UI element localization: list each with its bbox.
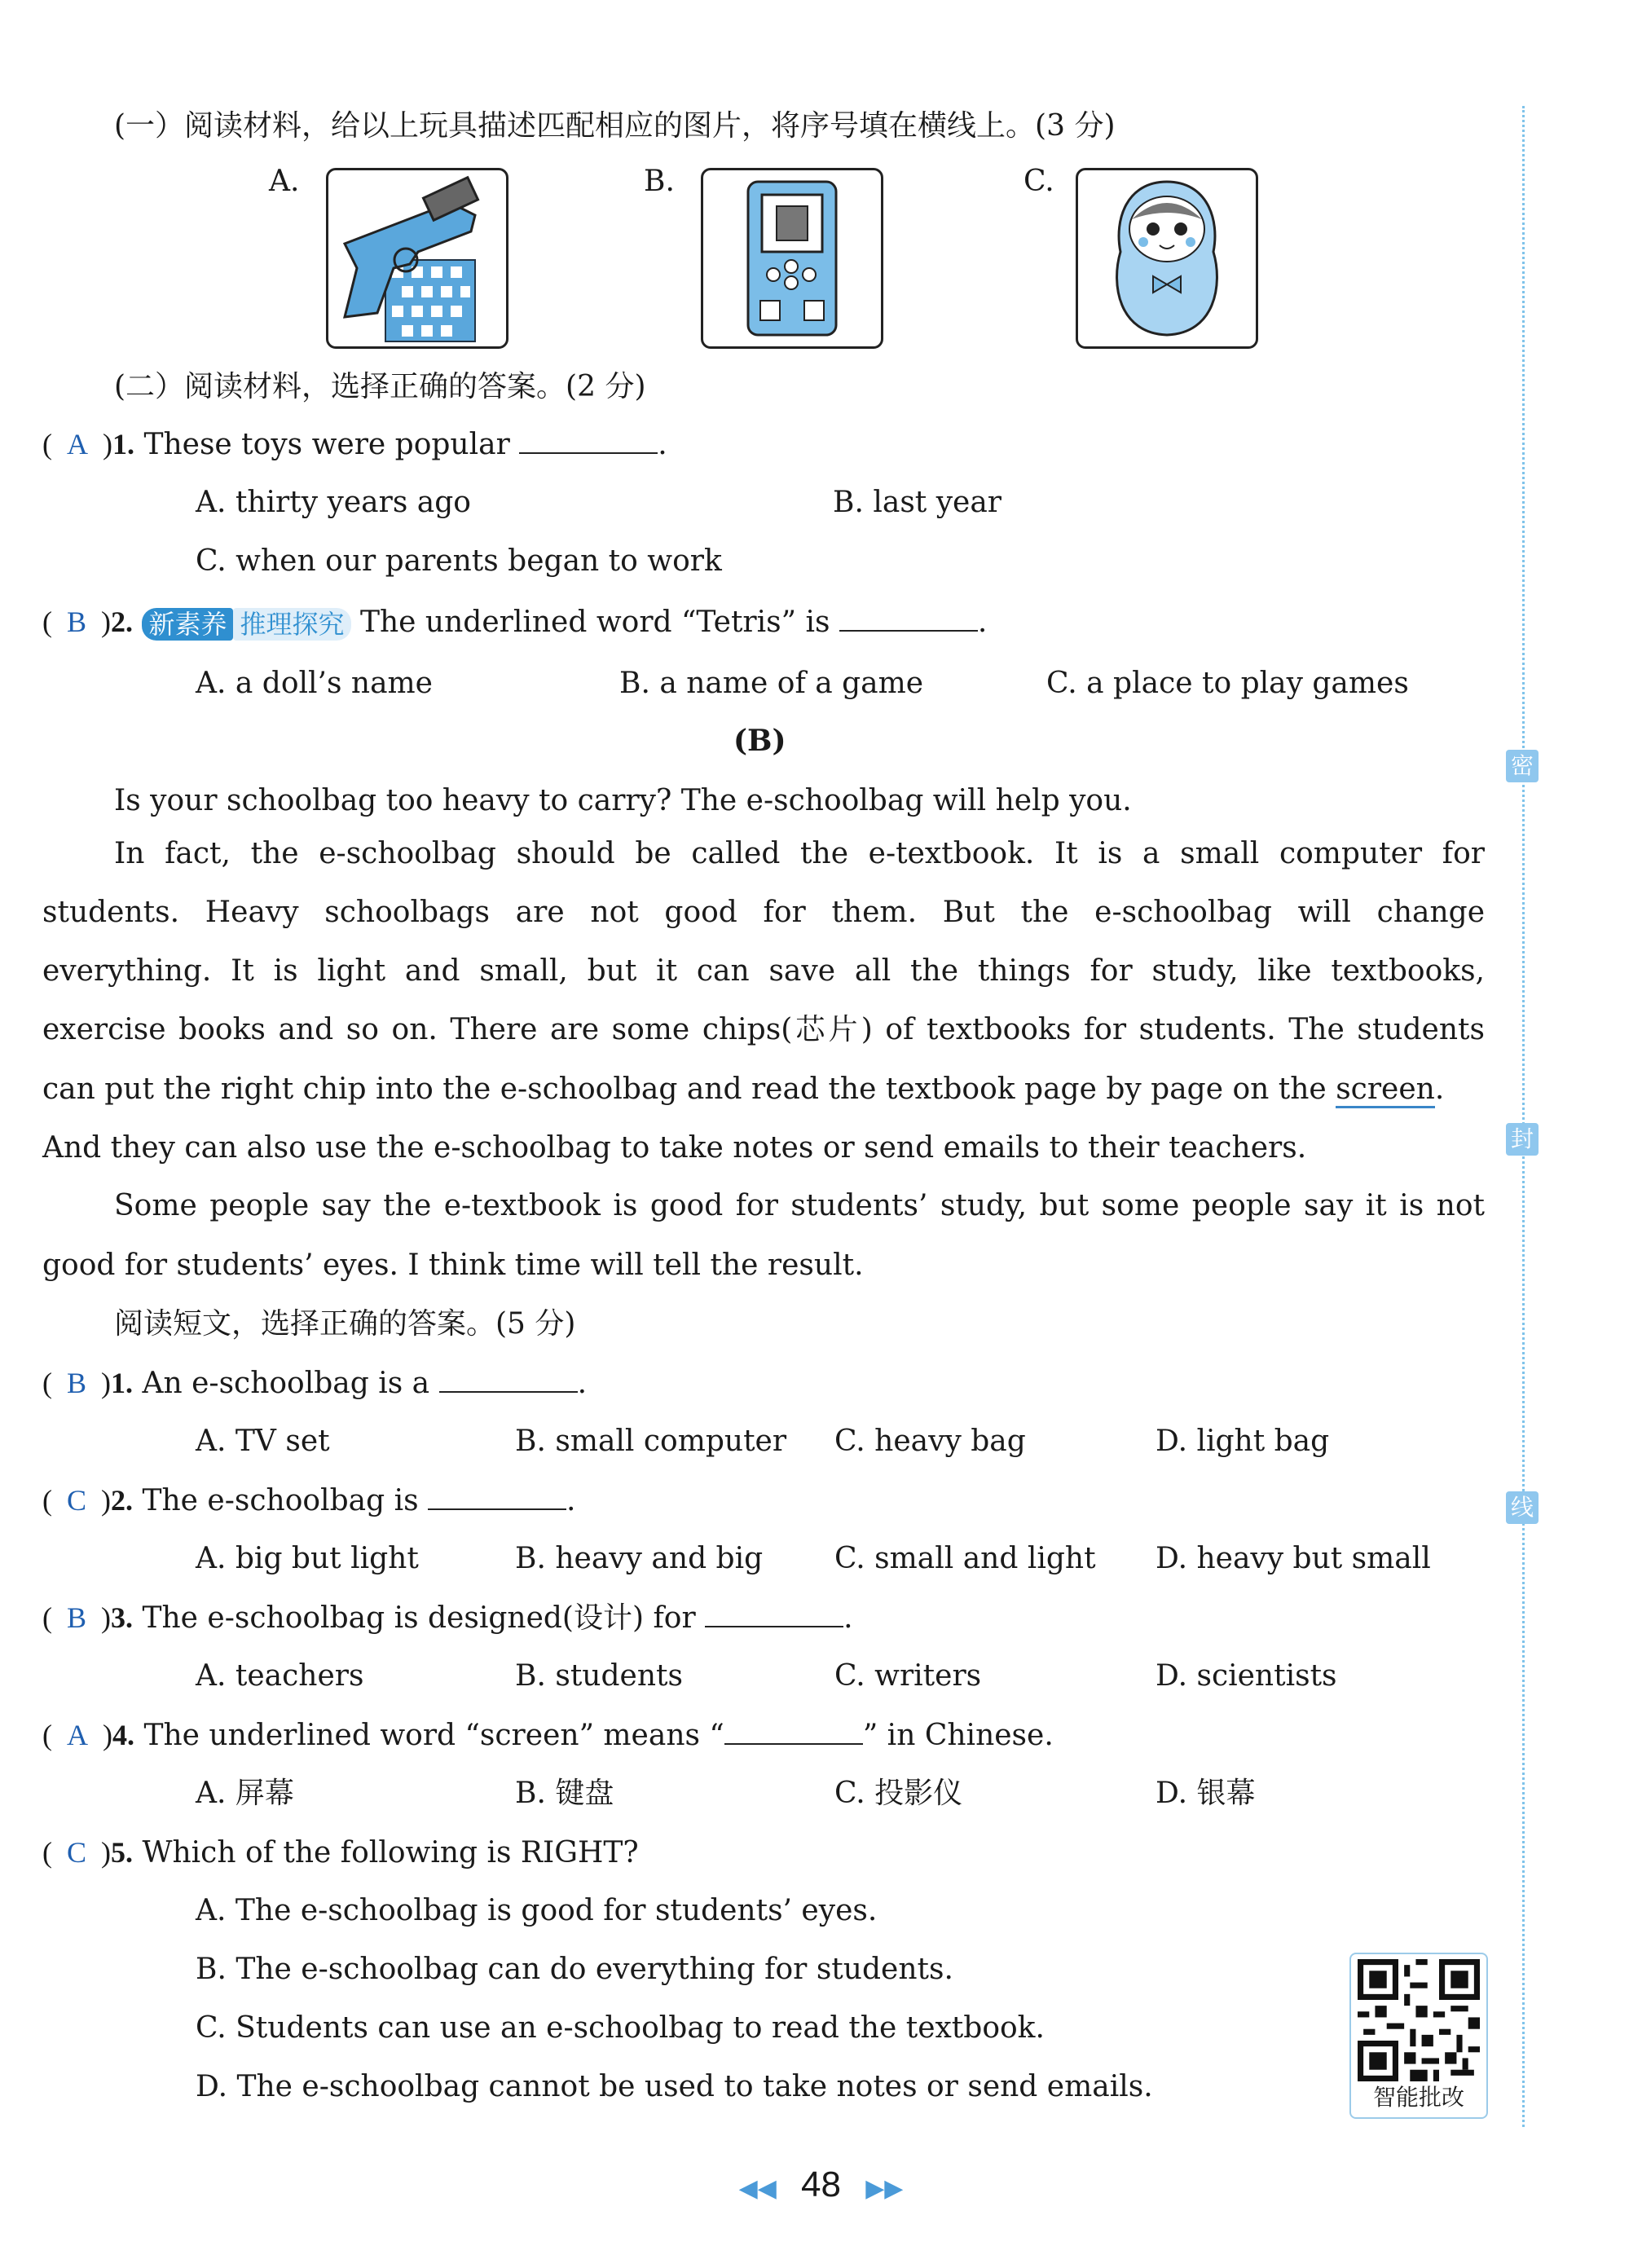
image-label-c: C. — [1023, 165, 1054, 198]
option: D. light bag — [1156, 1425, 1330, 1458]
next-page-arrow-icon[interactable]: ▶▶ — [865, 2175, 904, 2202]
reasoning-tag: 推理探究 — [233, 608, 350, 641]
passage-line: Some people say the e-textbook is good for students’ study, but some people say it is not — [114, 1189, 1485, 1222]
answer-letter: A — [67, 1719, 88, 1751]
option: C. a place to play games — [1046, 667, 1409, 700]
new-literacy-tag: 新素养 — [142, 608, 233, 641]
section-b-heading: (B) — [733, 724, 786, 758]
passage-line: In fact, the e-schoolbag should be called the e-textbook. It is a small computer for — [114, 837, 1485, 870]
qr-code-icon — [1358, 1959, 1480, 2081]
option: C. small and light — [834, 1542, 1096, 1575]
section-b-instruction: 阅读短文，选择正确的答案。(5 分) — [114, 1307, 576, 1341]
answer-letter: B — [67, 606, 87, 638]
option: C. heavy bag — [834, 1425, 1026, 1458]
option: D. 银幕 — [1156, 1777, 1256, 1810]
option: A. thirty years ago — [196, 486, 471, 519]
part1-instruction: (一）阅读材料，给以上玩具描述匹配相应的图片，将序号填在横线上。(3 分) — [114, 109, 1116, 143]
answer-blank[interactable] — [428, 1484, 566, 1510]
side-label-feng: 封 — [1506, 1123, 1539, 1156]
option: B. The e-schoolbag can do everything for students. — [196, 1953, 953, 1986]
p2-question-2: ( B )2. 新素养 推理探究 The underlined word “Tetris” is . — [42, 606, 988, 640]
option: C. Students can use an e-schoolbag to read the textbook. — [196, 2011, 1045, 2045]
answer-blank[interactable] — [705, 1601, 843, 1627]
answer-blank[interactable] — [839, 606, 978, 632]
option: B. 键盘 — [515, 1777, 614, 1810]
passage-line-screen: can put the right chip into the e-schoolbag and read the textbook page by page on the screen. — [42, 1071, 1444, 1108]
side-label-xian: 线 — [1506, 1491, 1539, 1524]
answer-letter: C — [67, 1484, 87, 1517]
answer-blank[interactable] — [724, 1719, 863, 1745]
page-footer — [0, 2165, 1642, 2205]
underlined-word-screen: screen — [1336, 1072, 1435, 1108]
option: D. heavy but small — [1156, 1542, 1431, 1575]
option: C. writers — [834, 1659, 982, 1693]
part2-instruction: (二）阅读材料，选择正确的答案。(2 分) — [114, 370, 646, 403]
handheld-game-icon — [701, 168, 883, 349]
prev-page-arrow-icon[interactable]: ◀◀ — [738, 2175, 777, 2202]
answer-blank[interactable] — [519, 428, 658, 454]
passage-line: Is your schoolbag too heavy to carry? The e-schoolbag will help you. — [114, 784, 1132, 817]
qr-caption: 智能批改 — [1372, 2084, 1464, 2111]
option: A. 屏幕 — [196, 1777, 294, 1810]
image-label-b: B. — [644, 165, 675, 198]
passage-line: students. Heavy schoolbags are not good for them. But the e-schoolbag will change — [42, 896, 1485, 929]
option: A. big but light — [196, 1542, 419, 1575]
binding-dotted-line — [1522, 106, 1525, 2127]
option: A. teachers — [196, 1659, 364, 1693]
option: D. scientists — [1156, 1659, 1337, 1693]
option: A. TV set — [196, 1425, 330, 1458]
qr-code-box[interactable] — [1349, 1953, 1488, 2119]
option: C. 投影仪 — [834, 1777, 963, 1810]
toy-gun-and-game-icon — [326, 168, 508, 349]
b-question-4: ( A )4. The underlined word “screen” means “ ” in Chinese. — [42, 1719, 1054, 1752]
passage-line: And they can also use the e-schoolbag to take notes or send emails to their teachers. — [42, 1131, 1307, 1165]
answer-letter: B — [67, 1367, 87, 1399]
passage-line: everything. It is light and small, but it can save all the things for study, like textbooks, — [42, 954, 1485, 988]
option: A. The e-schoolbag is good for students’ eyes. — [196, 1894, 878, 1927]
b-question-5: ( C )5. Which of the following is RIGHT? — [42, 1836, 639, 1869]
b-question-3: ( B )3. The e-schoolbag is designed(设计) for . — [42, 1601, 853, 1635]
image-label-a: A. — [269, 165, 300, 198]
answer-letter: C — [67, 1836, 87, 1869]
answer-letter: B — [67, 1601, 87, 1634]
doll-icon — [1076, 168, 1258, 349]
b-question-2: ( C )2. The e-schoolbag is . — [42, 1484, 576, 1517]
option: B. heavy and big — [515, 1542, 764, 1575]
passage-line: exercise books and so on. There are some chips(芯片) of textbooks for students. The students — [42, 1013, 1485, 1046]
answer-blank[interactable] — [439, 1367, 578, 1393]
option: C. when our parents began to work — [196, 544, 722, 578]
b-question-1: ( B )1. An e-schoolbag is a . — [42, 1367, 588, 1400]
passage-line: good for students’ eyes. I think time will tell the result. — [42, 1249, 864, 1282]
option: B. a name of a game — [619, 667, 924, 700]
option: B. last year — [833, 486, 1002, 519]
answer-letter: A — [67, 428, 88, 460]
option: B. small computer — [515, 1425, 787, 1458]
page-number: 48 — [801, 2165, 841, 2204]
option: B. students — [515, 1659, 683, 1693]
option: D. The e-schoolbag cannot be used to take notes or send emails. — [196, 2070, 1153, 2103]
side-label-mi: 密 — [1506, 750, 1539, 782]
option: A. a doll’s name — [196, 667, 433, 700]
p2-question-1: ( A )1. These toys were popular . — [42, 428, 667, 461]
